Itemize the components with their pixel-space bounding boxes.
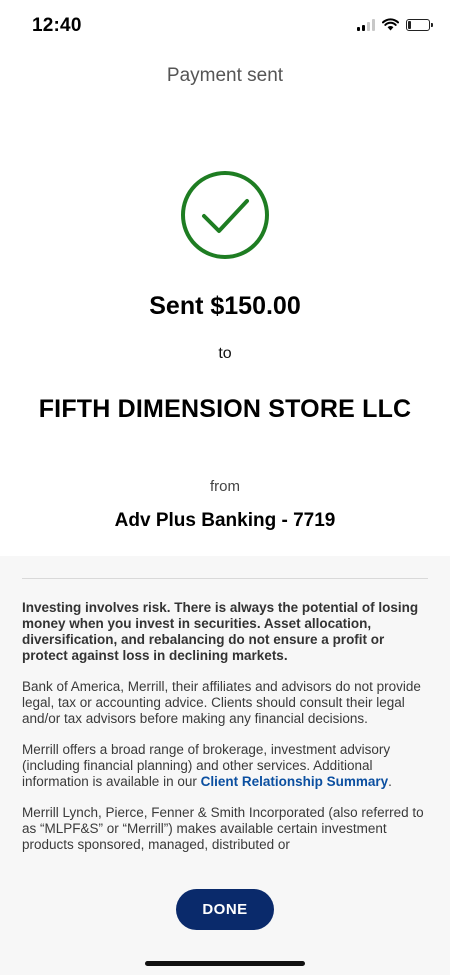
- status-bar: [0, 0, 450, 52]
- success-checkmark-icon: [180, 170, 270, 260]
- to-label: to: [218, 345, 232, 362]
- disclosure-text: [22, 600, 432, 868]
- merrill-disclosure: Merrill Lynch, Pierce, Fenner & Smith Incorporated (also referred to as “MLPF&S” or “Merrill”) makes available certain investment products sponsored, managed, distributed or: [22, 805, 424, 852]
- bottom-action-bar: [0, 866, 450, 975]
- wifi-icon: [382, 18, 399, 31]
- client-relationship-summary-link[interactable]: Client Relationship Summary: [200, 774, 389, 789]
- status-icons: [357, 18, 430, 31]
- home-indicator[interactable]: [145, 961, 305, 966]
- status-time: 12:40: [32, 15, 82, 36]
- disclosure-section[interactable]: [0, 556, 450, 975]
- services-disclosure: [22, 742, 432, 790]
- cellular-signal-icon: [357, 19, 375, 31]
- from-label: from: [210, 478, 240, 495]
- battery-icon: [406, 19, 430, 31]
- recipient-name: FIFTH DIMENSION STORE LLC: [38, 395, 412, 423]
- sent-amount: Sent $150.00: [149, 292, 301, 320]
- risk-disclosure: Investing involves risk. There is always the potential of losing money when you invest in securities. Asset allocation, diversification, and rebalancing do not ensure a profit or protect against loss in declining markets.: [22, 600, 419, 663]
- advice-disclosure: Bank of America, Merrill, their affiliates and advisors do not provide legal, tax or accounting advice. Clients should consult their legal and/or tax advisors before making any financial decisions.: [22, 679, 421, 726]
- done-button[interactable]: DONE: [176, 889, 274, 930]
- divider: [22, 578, 428, 579]
- source-account: Adv Plus Banking - 7719: [114, 510, 336, 531]
- services-text-end: .: [388, 774, 392, 789]
- services-text: Merrill offers a broad range of brokerage, investment advisory (including financial planning) and other services. Additional information is available in our: [22, 742, 391, 789]
- page-title: Payment sent: [166, 65, 284, 86]
